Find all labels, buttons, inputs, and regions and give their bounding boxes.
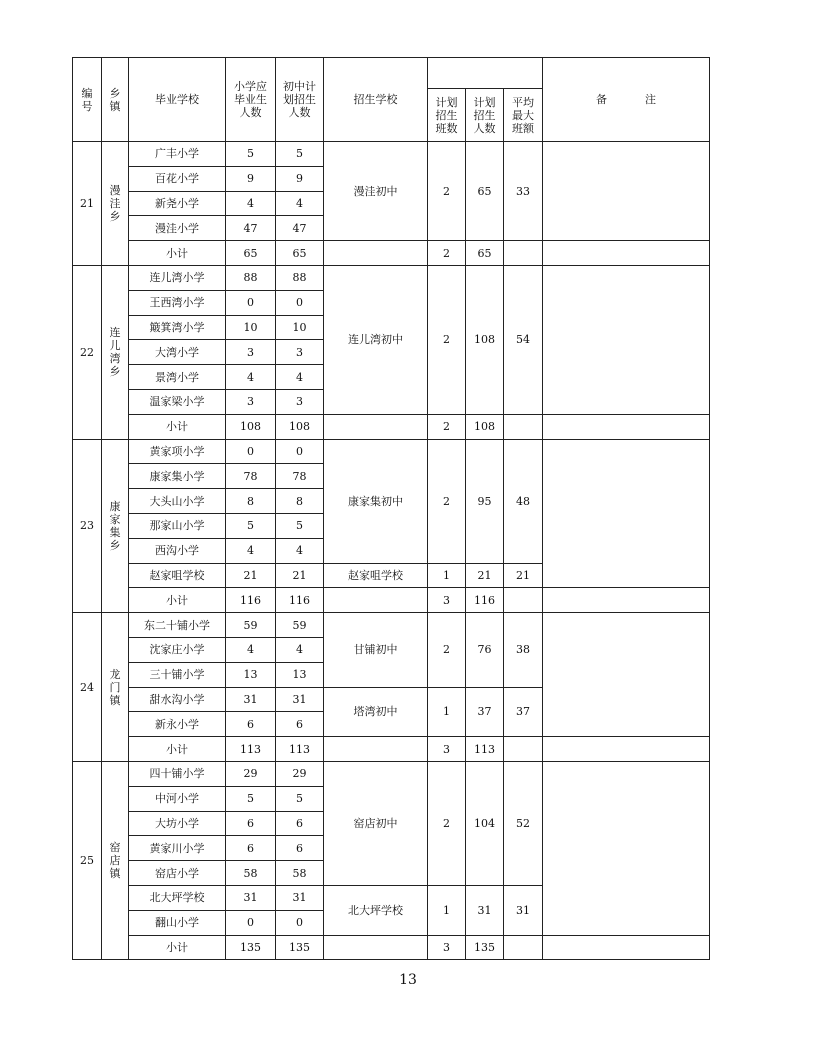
primary-grads-count: 0 — [226, 290, 276, 315]
primary-grads-count: 31 — [226, 687, 276, 712]
header-remarks — [543, 58, 710, 142]
plan-classes: 2 — [428, 142, 466, 241]
subtotal-label: 小计 — [129, 588, 226, 613]
subtotal-grads: 135 — [226, 935, 276, 960]
primary-grads-count: 59 — [226, 613, 276, 638]
primary-grads-count: 4 — [226, 538, 276, 563]
remarks-cell — [543, 439, 710, 588]
graduating-school: 簸箕湾小学 — [129, 315, 226, 340]
primary-grads-count: 8 — [226, 489, 276, 514]
graduating-school: 连儿湾小学 — [129, 265, 226, 290]
subtotal-remarks-blank — [543, 588, 710, 613]
subtotal-label: 小计 — [129, 935, 226, 960]
jh-plan-count: 4 — [276, 365, 324, 390]
jh-plan-count: 0 — [276, 910, 324, 935]
table-row — [73, 265, 710, 290]
plan-students: 76 — [466, 613, 504, 687]
plan-students: 31 — [466, 885, 504, 935]
plan-students: 104 — [466, 761, 504, 885]
admit-school: 窑店初中 — [324, 761, 428, 885]
remarks-cell — [543, 142, 710, 241]
subtotal-admit-blank — [324, 414, 428, 439]
avg-max-class: 38 — [504, 613, 543, 687]
table-row — [73, 439, 710, 464]
subtotal-students: 113 — [466, 737, 504, 762]
subtotal-plan: 108 — [276, 414, 324, 439]
header-blank-merged — [428, 58, 543, 89]
subtotal-plan: 116 — [276, 588, 324, 613]
graduating-school: 沈家庄小学 — [129, 637, 226, 662]
primary-grads-count: 6 — [226, 836, 276, 861]
admit-school: 连儿湾初中 — [324, 265, 428, 414]
jh-plan-count: 3 — [276, 340, 324, 365]
primary-grads-count: 0 — [226, 439, 276, 464]
primary-grads-count: 6 — [226, 811, 276, 836]
graduating-school: 甜水沟小学 — [129, 687, 226, 712]
graduating-school: 东二十铺小学 — [129, 613, 226, 638]
jh-plan-count: 0 — [276, 439, 324, 464]
graduating-school: 新永小学 — [129, 712, 226, 737]
town-name: 窑 店 镇 — [102, 761, 129, 959]
subtotal-row — [73, 737, 710, 762]
subtotal-row — [73, 414, 710, 439]
graduating-school: 广丰小学 — [129, 142, 226, 167]
subtotal-label: 小计 — [129, 241, 226, 266]
subtotal-grads: 113 — [226, 737, 276, 762]
page-number: 13 — [399, 972, 417, 988]
plan-classes: 2 — [428, 439, 466, 563]
primary-grads-count: 4 — [226, 365, 276, 390]
subtotal-remarks-blank — [543, 414, 710, 439]
subtotal-students: 65 — [466, 241, 504, 266]
jh-plan-count: 9 — [276, 166, 324, 191]
subtotal-label: 小计 — [129, 414, 226, 439]
subtotal-row — [73, 935, 710, 960]
primary-grads-count: 13 — [226, 662, 276, 687]
town-name: 康 家 集 乡 — [102, 439, 129, 613]
graduating-school: 那家山小学 — [129, 513, 226, 538]
subtotal-students: 116 — [466, 588, 504, 613]
subtotal-avg-blank — [504, 414, 543, 439]
primary-grads-count: 5 — [226, 142, 276, 167]
subtotal-remarks-blank — [543, 737, 710, 762]
subtotal-classes: 2 — [428, 241, 466, 266]
jh-plan-count: 6 — [276, 712, 324, 737]
jh-plan-count: 6 — [276, 836, 324, 861]
graduating-school: 三十铺小学 — [129, 662, 226, 687]
jh-plan-count: 31 — [276, 885, 324, 910]
avg-max-class: 31 — [504, 885, 543, 935]
graduating-school: 王西湾小学 — [129, 290, 226, 315]
jh-plan-count: 59 — [276, 613, 324, 638]
header-row — [73, 58, 710, 89]
primary-grads-count: 6 — [226, 712, 276, 737]
subtotal-avg-blank — [504, 241, 543, 266]
primary-grads-count: 47 — [226, 216, 276, 241]
jh-plan-count: 31 — [276, 687, 324, 712]
plan-students: 65 — [466, 142, 504, 241]
plan-classes: 1 — [428, 687, 466, 737]
avg-max-class: 33 — [504, 142, 543, 241]
group-number: 23 — [73, 439, 102, 613]
header-jh-plan: 初中计 划招生 人数 — [276, 58, 324, 142]
subtotal-plan: 135 — [276, 935, 324, 960]
primary-grads-count: 3 — [226, 340, 276, 365]
subtotal-avg-blank — [504, 737, 543, 762]
subtotal-row — [73, 241, 710, 266]
subtotal-classes: 3 — [428, 737, 466, 762]
jh-plan-count: 29 — [276, 761, 324, 786]
primary-grads-count: 4 — [226, 637, 276, 662]
graduating-school: 北大坪学校 — [129, 885, 226, 910]
graduating-school: 康家集小学 — [129, 464, 226, 489]
graduating-school: 新尧小学 — [129, 191, 226, 216]
graduating-school: 赵家咀学校 — [129, 563, 226, 588]
plan-students: 108 — [466, 265, 504, 414]
subtotal-grads: 65 — [226, 241, 276, 266]
plan-classes: 2 — [428, 761, 466, 885]
header-admit-school: 招生学校 — [324, 58, 428, 142]
avg-max-class: 48 — [504, 439, 543, 563]
graduating-school: 温家梁小学 — [129, 389, 226, 414]
subtotal-remarks-blank — [543, 241, 710, 266]
town-name: 连 儿 湾 乡 — [102, 265, 129, 439]
subtotal-avg-blank — [504, 935, 543, 960]
group-number: 22 — [73, 265, 102, 439]
subtotal-admit-blank — [324, 935, 428, 960]
jh-plan-count: 4 — [276, 637, 324, 662]
admit-school: 赵家咀学校 — [324, 563, 428, 588]
subtotal-grads: 116 — [226, 588, 276, 613]
graduating-school: 大坊小学 — [129, 811, 226, 836]
table-row — [73, 761, 710, 786]
subtotal-classes: 3 — [428, 935, 466, 960]
graduating-school: 中河小学 — [129, 786, 226, 811]
avg-max-class: 52 — [504, 761, 543, 885]
subtotal-classes: 3 — [428, 588, 466, 613]
jh-plan-count: 21 — [276, 563, 324, 588]
jh-plan-count: 5 — [276, 142, 324, 167]
admit-school: 塔湾初中 — [324, 687, 428, 737]
primary-grads-count: 5 — [226, 786, 276, 811]
avg-max-class: 21 — [504, 563, 543, 588]
jh-plan-count: 5 — [276, 513, 324, 538]
remarks-cell — [543, 265, 710, 414]
jh-plan-count: 3 — [276, 389, 324, 414]
town-name: 龙 门 镇 — [102, 613, 129, 762]
primary-grads-count: 31 — [226, 885, 276, 910]
table-row — [73, 613, 710, 638]
jh-plan-count: 47 — [276, 216, 324, 241]
subtotal-plan: 113 — [276, 737, 324, 762]
jh-plan-count: 4 — [276, 538, 324, 563]
graduating-school: 窑店小学 — [129, 861, 226, 886]
header-no: 编 号 — [73, 58, 102, 142]
subtotal-admit-blank — [324, 241, 428, 266]
header-grad-school: 毕业学校 — [129, 58, 226, 142]
plan-students: 21 — [466, 563, 504, 588]
plan-classes: 2 — [428, 613, 466, 687]
primary-grads-count: 29 — [226, 761, 276, 786]
graduating-school: 漫洼小学 — [129, 216, 226, 241]
jh-plan-count: 0 — [276, 290, 324, 315]
admit-school: 甘铺初中 — [324, 613, 428, 687]
jh-plan-count: 5 — [276, 786, 324, 811]
jh-plan-count: 78 — [276, 464, 324, 489]
town-name: 漫 洼 乡 — [102, 142, 129, 266]
table-row — [73, 142, 710, 167]
primary-grads-count: 10 — [226, 315, 276, 340]
plan-classes: 2 — [428, 265, 466, 414]
remarks-cell — [543, 761, 710, 935]
primary-grads-count: 9 — [226, 166, 276, 191]
subtotal-plan: 65 — [276, 241, 324, 266]
primary-grads-count: 4 — [226, 191, 276, 216]
remarks-cell — [543, 613, 710, 737]
graduating-school: 大湾小学 — [129, 340, 226, 365]
primary-grads-count: 0 — [226, 910, 276, 935]
jh-plan-count: 8 — [276, 489, 324, 514]
group-number: 21 — [73, 142, 102, 266]
header-town: 乡 镇 — [102, 58, 129, 142]
plan-classes: 1 — [428, 563, 466, 588]
admit-school: 北大坪学校 — [324, 885, 428, 935]
subtotal-row — [73, 588, 710, 613]
header-remarks-label: 备注 — [596, 93, 695, 106]
graduating-school: 景湾小学 — [129, 365, 226, 390]
primary-grads-count: 3 — [226, 389, 276, 414]
header-plan-classes: 计划 招生 班数 — [428, 89, 466, 142]
admit-school: 康家集初中 — [324, 439, 428, 563]
jh-plan-count: 10 — [276, 315, 324, 340]
plan-students: 95 — [466, 439, 504, 563]
subtotal-classes: 2 — [428, 414, 466, 439]
graduating-school: 大头山小学 — [129, 489, 226, 514]
jh-plan-count: 4 — [276, 191, 324, 216]
primary-grads-count: 78 — [226, 464, 276, 489]
plan-classes: 1 — [428, 885, 466, 935]
avg-max-class: 37 — [504, 687, 543, 737]
enrollment-table — [72, 57, 710, 960]
graduating-school: 黄家项小学 — [129, 439, 226, 464]
graduating-school: 百花小学 — [129, 166, 226, 191]
primary-grads-count: 5 — [226, 513, 276, 538]
subtotal-admit-blank — [324, 588, 428, 613]
plan-students: 37 — [466, 687, 504, 737]
graduating-school: 西沟小学 — [129, 538, 226, 563]
group-number: 24 — [73, 613, 102, 762]
graduating-school: 黄家川小学 — [129, 836, 226, 861]
jh-plan-count: 58 — [276, 861, 324, 886]
avg-max-class: 54 — [504, 265, 543, 414]
primary-grads-count: 88 — [226, 265, 276, 290]
admit-school: 漫洼初中 — [324, 142, 428, 241]
subtotal-admit-blank — [324, 737, 428, 762]
header-primary-grads: 小学应 毕业生 人数 — [226, 58, 276, 142]
graduating-school: 翻山小学 — [129, 910, 226, 935]
subtotal-label: 小计 — [129, 737, 226, 762]
primary-grads-count: 58 — [226, 861, 276, 886]
primary-grads-count: 21 — [226, 563, 276, 588]
group-number: 25 — [73, 761, 102, 959]
jh-plan-count: 88 — [276, 265, 324, 290]
jh-plan-count: 6 — [276, 811, 324, 836]
subtotal-avg-blank — [504, 588, 543, 613]
graduating-school: 四十铺小学 — [129, 761, 226, 786]
header-avg-max-class: 平均 最大 班额 — [504, 89, 543, 142]
subtotal-remarks-blank — [543, 935, 710, 960]
jh-plan-count: 13 — [276, 662, 324, 687]
subtotal-grads: 108 — [226, 414, 276, 439]
subtotal-students: 108 — [466, 414, 504, 439]
header-plan-students: 计划 招生 人数 — [466, 89, 504, 142]
subtotal-students: 135 — [466, 935, 504, 960]
